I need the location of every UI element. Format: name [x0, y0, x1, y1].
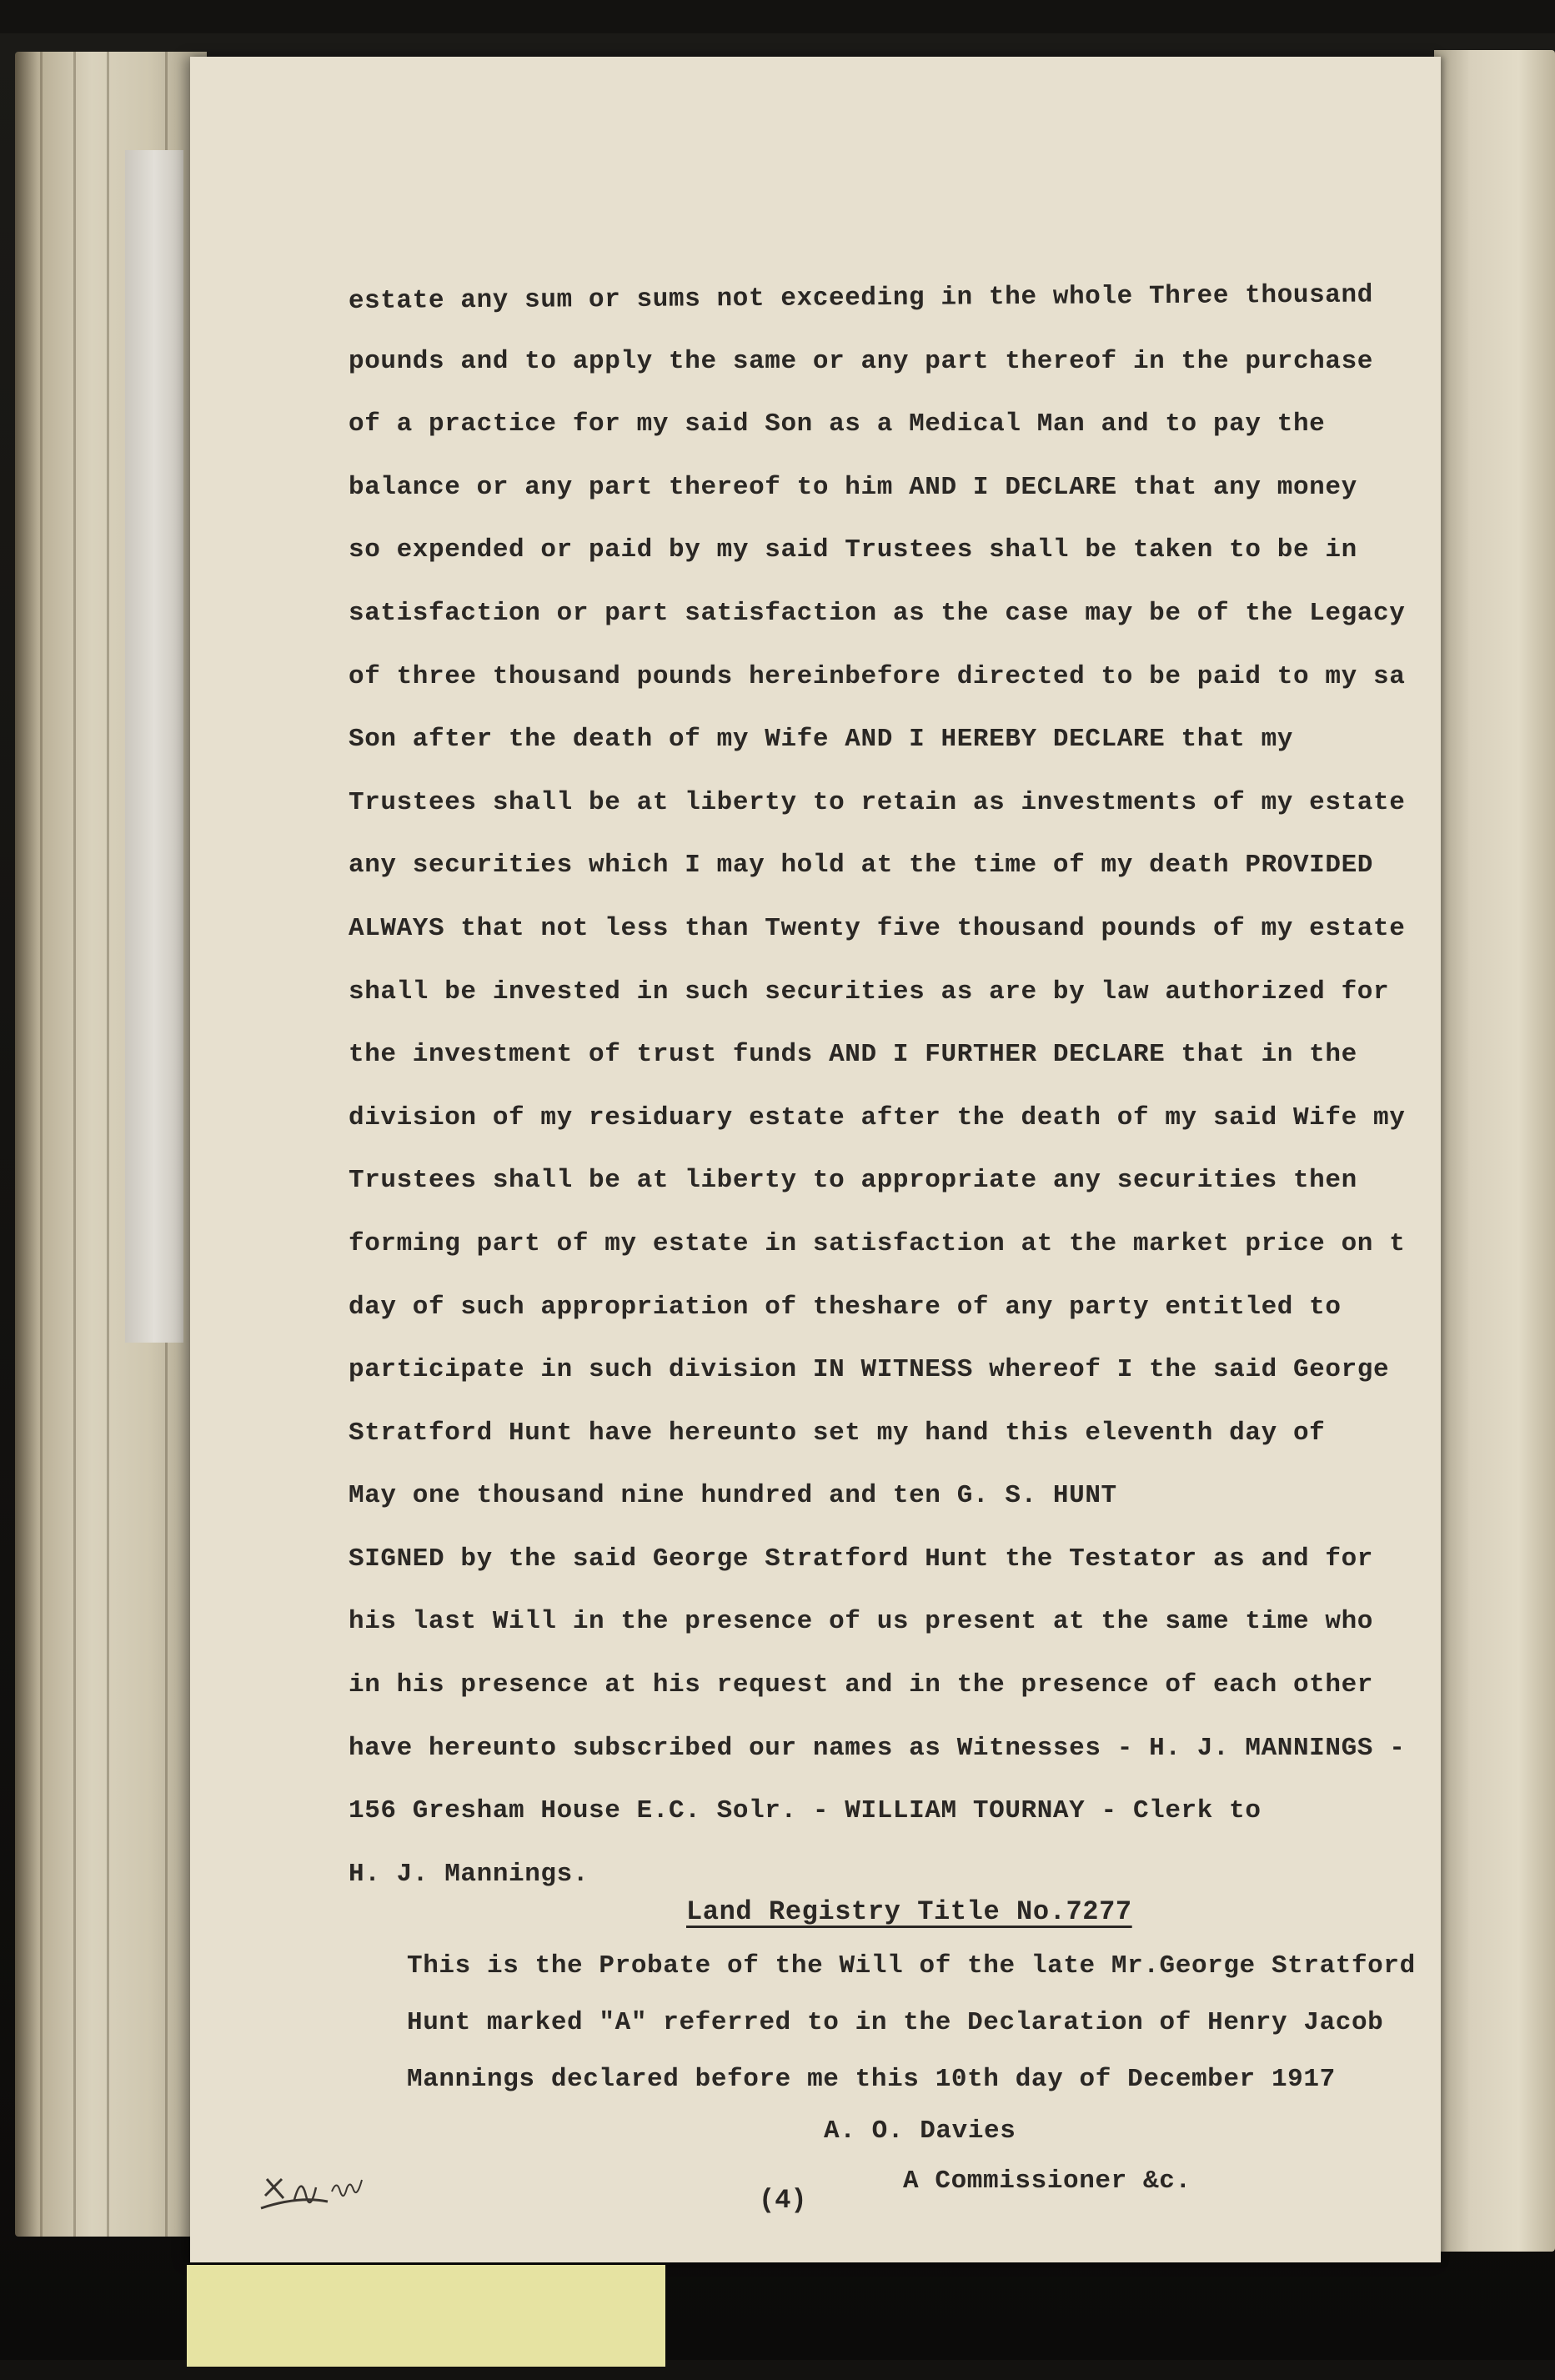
text-line: so expended or paid by my said Trustees shall be taken to be in — [349, 535, 1357, 565]
right-page-stack — [1434, 50, 1555, 2252]
certificate-line: This is the Probate of the Will of the late Mr.George Stratford — [407, 1951, 1416, 1981]
text-line: forming part of my estate in satisfaction at the market price on t — [349, 1228, 1406, 1258]
tab-strip — [125, 150, 183, 1343]
text-line: balance or any part thereof to him AND I DECLARE that any money — [349, 472, 1357, 502]
text-line: of three thousand pounds hereinbefore directed to be paid to my sa — [349, 661, 1406, 691]
text-line: of a practice for my said Son as a Medical Man and to pay the — [349, 409, 1326, 439]
text-line: ALWAYS that not less than Twenty five thousand pounds of my estate — [349, 913, 1406, 943]
text-line: Stratford Hunt have hereunto set my hand this eleventh day of — [349, 1418, 1326, 1448]
certificate-title: Land Registry Title No.7277 — [686, 1896, 1132, 1927]
sticky-note — [187, 2265, 665, 2367]
document-page — [190, 57, 1441, 2262]
text-line: the investment of trust funds AND I FURTHER DECLARE that in the — [349, 1040, 1357, 1070]
text-line: H. J. Mannings. — [349, 1859, 589, 1889]
text-line: shall be invested in such securities as are by law authorized for — [349, 977, 1390, 1007]
handwritten-initials — [248, 2150, 390, 2225]
text-line: Trustees shall be at liberty to retain as investments of my estate — [349, 787, 1406, 817]
will-body-text — [349, 282, 1432, 1921]
text-line: have hereunto subscribed our names as Witnesses - H. J. MANNINGS - — [349, 1733, 1406, 1763]
text-line: Son after the death of my Wife AND I HEREBY DECLARE that my — [349, 725, 1293, 755]
text-line: satisfaction or part satisfaction as the case may be of the Legacy — [349, 598, 1406, 628]
text-line: his last Will in the presence of us present at the same time who — [349, 1607, 1373, 1637]
text-line: May one thousand nine hundred and ten G. S. HUNT — [349, 1481, 1117, 1511]
text-line: SIGNED by the said George Stratford Hunt the Testator as and for — [349, 1544, 1373, 1574]
certificate-line: Mannings declared before me this 10th day of December 1917 — [407, 2065, 1336, 2094]
text-line: estate any sum or sums not exceeding in the whole Three thousand — [348, 280, 1373, 316]
certificate-line: Hunt marked "A" referred to in the Declaration of Henry Jacob — [407, 2008, 1384, 2037]
text-line: in his presence at his request and in the presence of each other — [349, 1670, 1373, 1700]
text-line: pounds and to apply the same or any part thereof in the purchase — [349, 346, 1373, 376]
commissioner-signature: A. O. Davies — [824, 2116, 1016, 2146]
text-line: participate in such division IN WITNESS whereof I the said George — [349, 1355, 1390, 1385]
text-line: day of such appropriation of theshare of any party entitled to — [349, 1292, 1342, 1322]
text-line: Trustees shall be at liberty to appropriate any securities then — [349, 1166, 1357, 1196]
probate-certificate — [407, 1950, 1441, 2120]
commissioner-role: A Commissioner &c. — [903, 2167, 1191, 2196]
text-line: any securities which I may hold at the time of my death PROVIDED — [349, 851, 1373, 881]
page-number: (4) — [759, 2185, 807, 2216]
text-line: division of my residuary estate after the death of my said Wife my — [349, 1102, 1406, 1132]
text-line: 156 Gresham House E.C. Solr. - WILLIAM TOURNAY - Clerk to — [349, 1796, 1262, 1826]
